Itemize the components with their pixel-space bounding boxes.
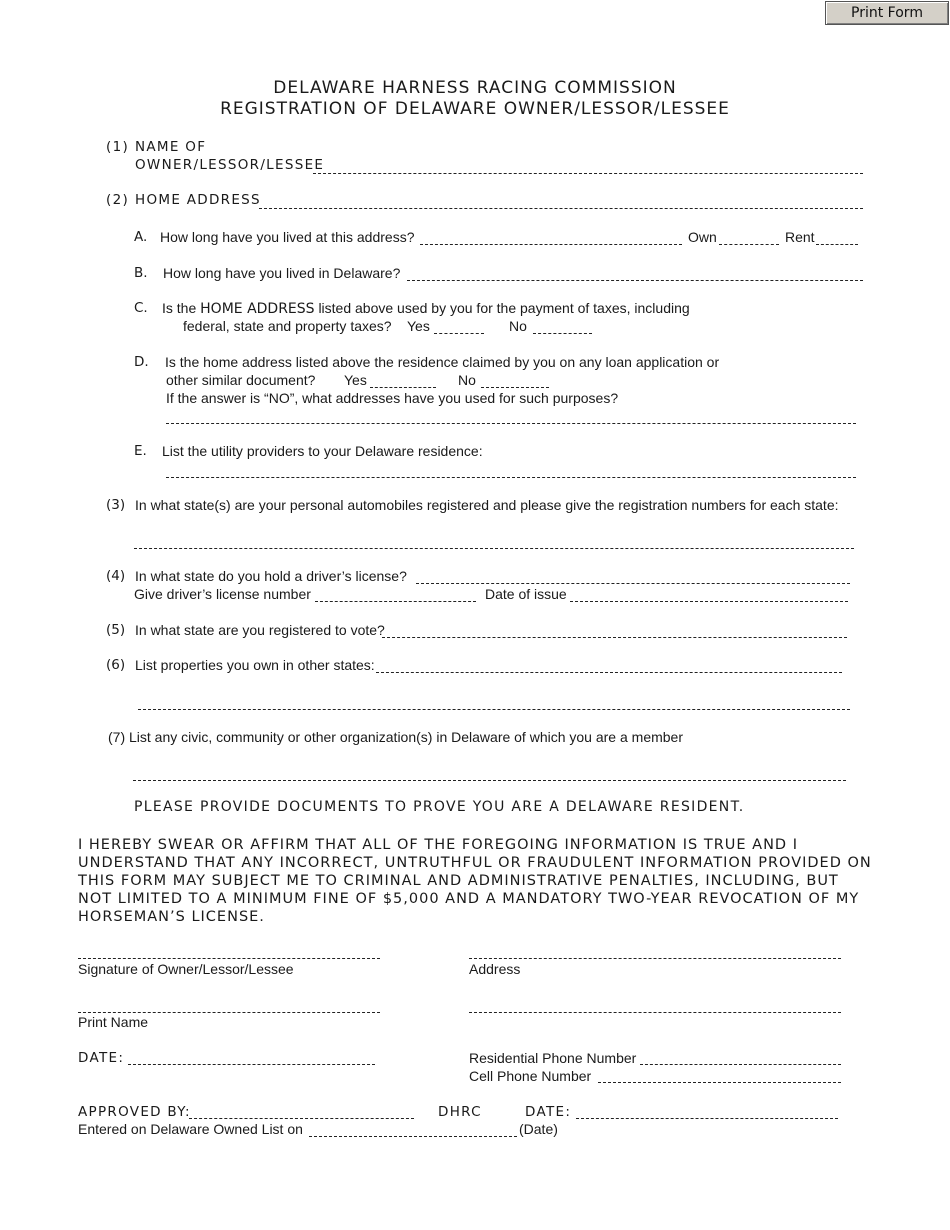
signature-label: Signature of Owner/Lessor/Lessee (78, 961, 294, 977)
approval-date-label: DATE: (525, 1104, 572, 1120)
qd-text-line1: Is the home address listed above the residence claimed by you on any loan application or (165, 354, 720, 370)
home-address-label: HOME ADDRESS (135, 192, 261, 208)
q4-number: (4) (106, 568, 126, 584)
q1-number: (1) (106, 139, 130, 155)
signature-field[interactable] (78, 958, 380, 959)
time-in-delaware-field[interactable] (407, 280, 863, 281)
qc-text-line2: federal, state and property taxes? (183, 318, 392, 334)
owner-name-field[interactable] (313, 173, 863, 174)
residential-phone-label: Residential Phone Number (469, 1050, 637, 1066)
cell-phone-field[interactable] (598, 1082, 841, 1083)
print-name-label: Print Name (78, 1014, 149, 1030)
rent-field[interactable] (816, 244, 858, 245)
qc-no-field[interactable] (533, 333, 592, 334)
organizations-field[interactable] (133, 780, 846, 781)
date-paren-label: (Date) (519, 1121, 558, 1137)
q4-text-line2: Give driver’s license number (134, 586, 311, 602)
date-of-issue-field[interactable] (570, 601, 848, 602)
own-label: Own (688, 229, 717, 245)
approval-date-field[interactable] (576, 1118, 838, 1119)
rent-label: Rent (785, 229, 815, 245)
approved-by-field[interactable] (189, 1118, 414, 1119)
approved-by-label: APPROVED BY: (78, 1104, 191, 1120)
print-form-button[interactable]: Print Form (825, 1, 949, 25)
qb-text: How long have you lived in Delaware? (163, 265, 401, 281)
qe-letter: E. (134, 443, 147, 459)
date-of-issue-label: Date of issue (485, 586, 567, 602)
qd-text-line3: If the answer is “NO”, what addresses have you used for such purposes? (166, 390, 619, 406)
vehicle-registration-field[interactable] (134, 548, 854, 549)
other-addresses-field[interactable] (166, 423, 856, 424)
form-title-line1: DELAWARE HARNESS RACING COMMISSION (273, 78, 677, 98)
qe-text: List the utility providers to your Delaware residence: (162, 443, 483, 459)
q1-label-line1: NAME OF (135, 139, 207, 155)
affirmation-statement: I HEREBY SWEAR OR AFFIRM THAT ALL OF THE FOREGOING INFORMATION IS TRUE AND I UNDERSTAND THAT ANY INCORRECT, UNTRUTHFUL OR FRAUDULENT INFORMATION PROVIDED ON THIS FORM MAY SUBJECT ME TO CRIMINAL AND ADMINISTRATIVE PENALTIES, INCLUDING, BUT NOT LIMITED TO A MINIMUM FINE OF $5,000 AND A MANDATORY TWO-YEAR REVOCATION OF MY HORSEMAN’S LICENSE. (78, 837, 872, 925)
entered-on-list-label: Entered on Delaware Owned List on (78, 1121, 303, 1137)
print-name-field[interactable] (78, 1012, 380, 1013)
date-label: DATE: (78, 1050, 125, 1066)
qd-yes-label: Yes (344, 372, 367, 388)
qd-yes-field[interactable] (370, 387, 436, 388)
properties-field-1[interactable] (376, 672, 842, 673)
qc-home-address: HOME ADDRESS (200, 301, 315, 317)
qc-text-pre: Is the (162, 300, 197, 316)
form-title-line2: REGISTRATION OF DELAWARE OWNER/LESSOR/LESSEE (220, 99, 730, 119)
qb-letter: B. (134, 265, 148, 281)
qc-no-label: No (509, 318, 527, 334)
documents-notice: PLEASE PROVIDE DOCUMENTS TO PROVE YOU ARE A DELAWARE RESIDENT. (134, 799, 745, 815)
entered-date-field[interactable] (309, 1136, 517, 1137)
q7-text: (7) List any civic, community or other organization(s) in Delaware of which you are a member (108, 729, 684, 745)
voter-state-field[interactable] (382, 637, 847, 638)
qc-letter: C. (134, 300, 148, 316)
date-field[interactable] (128, 1064, 375, 1065)
q4-text: In what state do you hold a driver’s license? (135, 568, 407, 584)
qd-no-field[interactable] (481, 387, 549, 388)
qd-text-line2: other similar document? (166, 372, 316, 388)
q3-number: (3) (106, 497, 126, 513)
properties-field-2[interactable] (138, 709, 850, 710)
qa-letter: A. (134, 229, 148, 245)
qc-text-post: listed above used by you for the payment of taxes, including (318, 300, 690, 316)
q2-number: (2) (106, 192, 130, 208)
home-address-field[interactable] (259, 208, 863, 209)
address-label: Address (469, 961, 521, 977)
q3-text: In what state(s) are your personal automobiles registered and please give the registration numbers for each state: (135, 497, 839, 513)
q5-number: (5) (106, 622, 126, 638)
time-at-address-field[interactable] (420, 244, 682, 245)
q6-text: List properties you own in other states: (135, 657, 375, 673)
license-state-field[interactable] (416, 583, 850, 584)
residential-phone-field[interactable] (640, 1064, 841, 1065)
own-field[interactable] (719, 244, 779, 245)
qd-no-label: No (458, 372, 476, 388)
q6-number: (6) (106, 657, 126, 673)
qc-yes-label: Yes (407, 318, 430, 334)
qc-yes-field[interactable] (434, 333, 484, 334)
address-field[interactable] (469, 958, 841, 959)
qd-letter: D. (134, 354, 149, 370)
dhrc-label: DHRC (438, 1104, 482, 1120)
q5-text: In what state are you registered to vote? (135, 622, 385, 638)
qa-text: How long have you lived at this address? (160, 229, 415, 245)
address-field-2[interactable] (469, 1012, 841, 1013)
cell-phone-label: Cell Phone Number (469, 1068, 592, 1084)
q1-label-line2: OWNER/LESSOR/LESSEE (135, 157, 325, 173)
utility-providers-field[interactable] (166, 477, 856, 478)
license-number-field[interactable] (315, 601, 476, 602)
